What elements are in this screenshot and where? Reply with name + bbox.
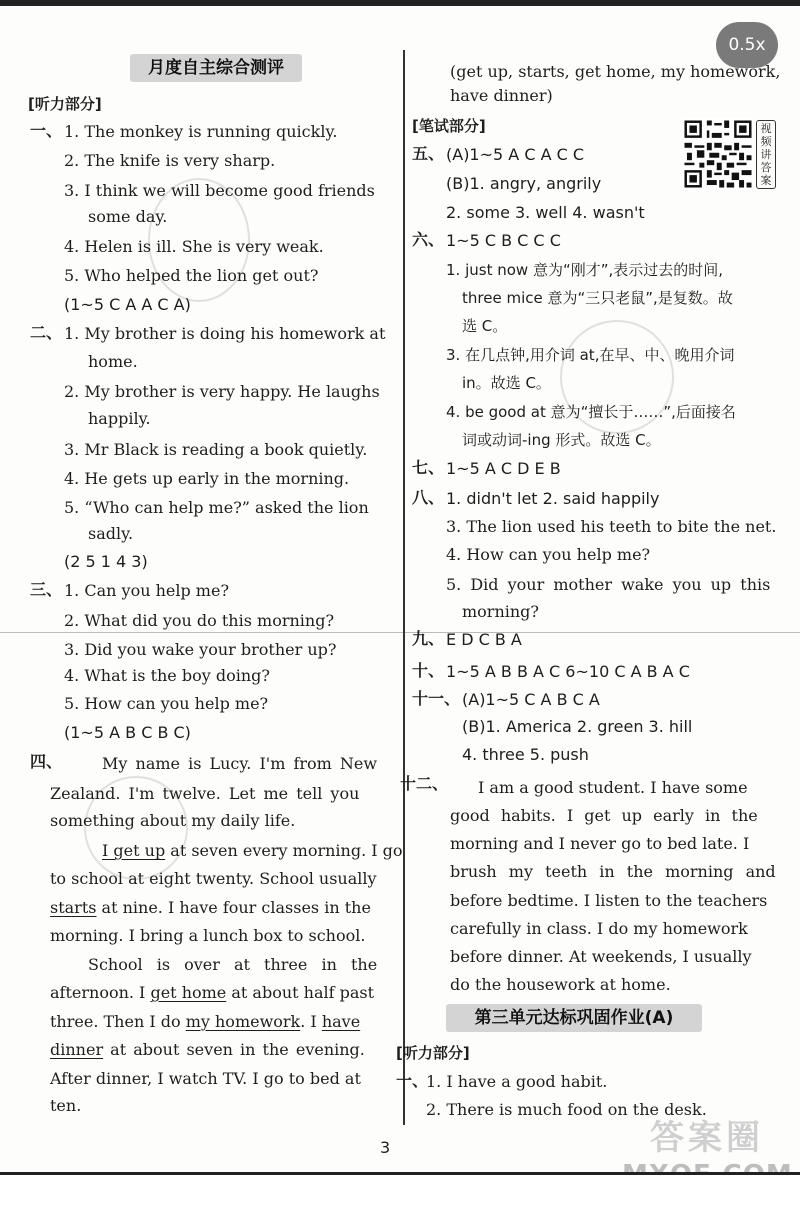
underlined-answer: I get up [102,841,166,860]
essay-line: carefully in class. I do my homework [450,919,748,938]
essay-text: . I [300,1012,322,1031]
column-divider [403,50,405,1125]
essay-line: Zealand. I'm twelve. Let me tell you [50,784,360,803]
answer-line: have dinner) [450,86,553,105]
page-top-edge [0,0,800,6]
answer-line: happily. [88,409,151,428]
essay-line: to school at eight twenty. School usually [50,869,377,888]
essay-line [50,1012,360,1032]
answer-line: 3. The lion used his teeth to bite the net. [446,517,777,536]
answer-line: morning? [462,602,539,621]
essay-line: before bedtime. I listen to the teachers [450,891,768,910]
answer-key: (1~5 A B C B C) [64,723,191,742]
unit-section-title: 第三单元达标巩固作业(A) [446,1004,702,1032]
underlined-answer: starts [50,898,97,917]
answer-key: 1~5 C B C C C [446,231,561,250]
essay-line: morning and I never go to bed late. I [450,834,750,853]
answer-line: 2. What did you do this morning? [64,611,335,630]
underlined-answer: my homework [185,1012,301,1031]
qr-code-icon[interactable] [682,118,754,190]
answer-line: (B)1. angry, angrily [446,174,602,193]
explanation-line: in。故选 C。 [462,374,551,392]
answer-line: 1. I have a good habit. [426,1072,608,1091]
answer-key: (1~5 C A A C A) [64,295,191,314]
question-number: 一、 [396,1071,429,1090]
essay-line: brush my teeth in the morning and [450,862,776,881]
answer-key: (A)1~5 A C A C C [446,145,585,164]
answer-line: 4. Helen is ill. She is very weak. [64,237,324,256]
essay-line: do the housework at home. [450,975,671,994]
answer-line: 2. some 3. well 4. wasn't [446,203,645,222]
essay-text: at nine. I have four classes in the [96,898,371,917]
essay-line [102,841,403,861]
answer-line: 5. How can you help me? [64,694,269,713]
answer-key: (A)1~5 C A B C A [462,690,600,709]
answer-line: 1. didn't let 2. said happily [446,489,660,508]
essay-line: School is over at three in the [88,955,378,974]
answer-line: 1. My brother is doing his homework at [64,324,386,343]
answer-line: 2. My brother is very happy. He laughs [64,382,380,401]
answer-line: 2. There is much food on the desk. [426,1100,707,1119]
answer-key: (2 5 1 4 3) [64,552,148,571]
page-bottom-margin [0,1175,800,1206]
essay-text: at about half past [226,983,375,1002]
essay-line: good habits. I get up early in the [450,806,758,825]
answer-line: 4. three 5. push [462,745,589,764]
essay-line: something about my daily life. [50,811,296,830]
underlined-answer: have [321,1012,361,1031]
answer-key: 1~5 A C D E B [446,459,561,478]
essay-text: at about seven in the evening. [103,1040,365,1059]
watermark-title: 答案圈 [650,1118,764,1158]
answer-line: (get up, starts, get home, my homework, [450,62,781,81]
answer-key: E D C B A [446,630,522,649]
answer-line: 4. How can you help me? [446,545,651,564]
section-title: 月度自主综合测评 [130,54,302,82]
listening-part-label: [听力部分] [396,1044,470,1062]
answer-line: home. [88,352,138,371]
written-part-label: [笔试部分] [412,117,486,135]
question-number: 一、 [30,121,63,140]
answer-line: sadly. [88,524,134,543]
answer-line: 3. I think we will become good friends [64,181,375,200]
explanation-line: 4. be good at 意为“擅长于……”,后面接名 [446,403,736,421]
playback-speed-badge[interactable]: 0.5x [716,22,778,68]
question-number: 七、 [412,458,445,477]
question-number: 十二、 [400,774,449,793]
question-number: 六、 [412,230,445,249]
essay-line [50,983,374,1003]
underlined-answer: get home [150,983,227,1002]
essay-line: I am a good student. I have some [478,778,748,797]
essay-line: morning. I bring a lunch box to school. [50,926,366,945]
essay-text: afternoon. I [50,983,151,1002]
page-fold-line [0,632,800,633]
answer-line: 5. Did your mother wake you up this [446,575,771,594]
answer-line: 4. He gets up early in the morning. [64,469,350,488]
essay-text: at seven every morning. I go [165,841,403,860]
answer-line: 2. The knife is very sharp. [64,151,276,170]
answer-line: 3. Mr Black is reading a book quietly. [64,440,368,459]
answer-line: 5. Who helped the lion get out? [64,266,319,285]
explanation-line: 词或动词-ing 形式。故选 C。 [462,431,661,449]
answer-line: 5. “Who can help me?” asked the lion [64,498,369,517]
video-answer-label: 视频讲答案 [756,120,776,189]
essay-line: ten. [50,1096,82,1115]
listening-part-label: [听力部分] [28,95,102,113]
answer-key: 1~5 A B B A C 6~10 C A B A C [446,662,690,681]
essay-text: three. Then I do [50,1012,186,1031]
question-number: 十一、 [412,689,461,708]
question-number: 二、 [30,323,63,342]
answer-line: 4. What is the boy doing? [64,666,270,685]
question-number: 九、 [412,629,445,648]
question-number: 五、 [412,144,445,163]
explanation-line: 选 C。 [462,317,508,335]
question-number: 八、 [412,488,445,507]
explanation-line: three mice 意为“三只老鼠”,是复数。故 [462,289,733,307]
essay-line: After dinner, I watch TV. I go to bed at [50,1069,361,1088]
answer-line: some day. [88,207,168,226]
question-number: 三、 [30,580,63,599]
explanation-line: 1. just now 意为“刚才”,表示过去的时间, [446,261,724,279]
essay-line [50,1040,365,1060]
answer-line: 3. Did you wake your brother up? [64,640,337,659]
underlined-answer: dinner [50,1040,104,1059]
answer-line: (B)1. America 2. green 3. hill [462,717,693,736]
essay-line: My name is Lucy. I'm from New [102,754,378,773]
explanation-line: 3. 在几点钟,用介词 at,在早、中、晚用介词 [446,346,735,364]
page-number: 3 [380,1138,391,1157]
essay-line [50,898,371,918]
answer-line: 1. Can you help me? [64,581,230,600]
question-number: 四、 [30,752,63,771]
essay-line: before dinner. At weekends, I usually [450,947,752,966]
question-number: 十、 [412,661,445,680]
answer-line: 1. The monkey is running quickly. [64,122,338,141]
